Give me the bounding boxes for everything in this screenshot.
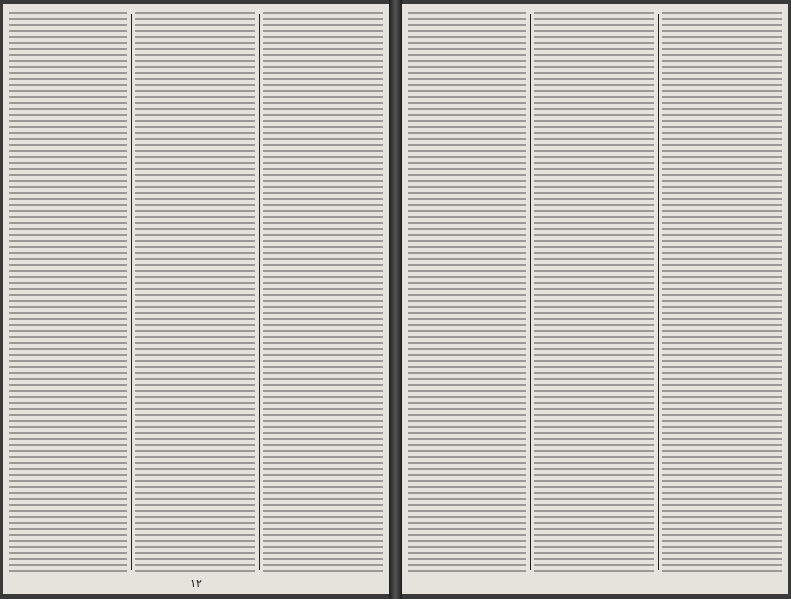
center-gutter (389, 0, 402, 599)
text-column (408, 12, 526, 572)
column-rule (530, 14, 531, 570)
page-right (402, 4, 788, 594)
column-rule (658, 14, 659, 570)
column-rule (259, 14, 260, 570)
text-column (662, 12, 782, 572)
page-number: ۱۲ (190, 577, 202, 590)
column-rule (131, 14, 132, 570)
text-column (263, 12, 383, 572)
text-column (534, 12, 654, 572)
text-column (9, 12, 127, 572)
page-left (3, 4, 389, 594)
text-column (135, 12, 255, 572)
